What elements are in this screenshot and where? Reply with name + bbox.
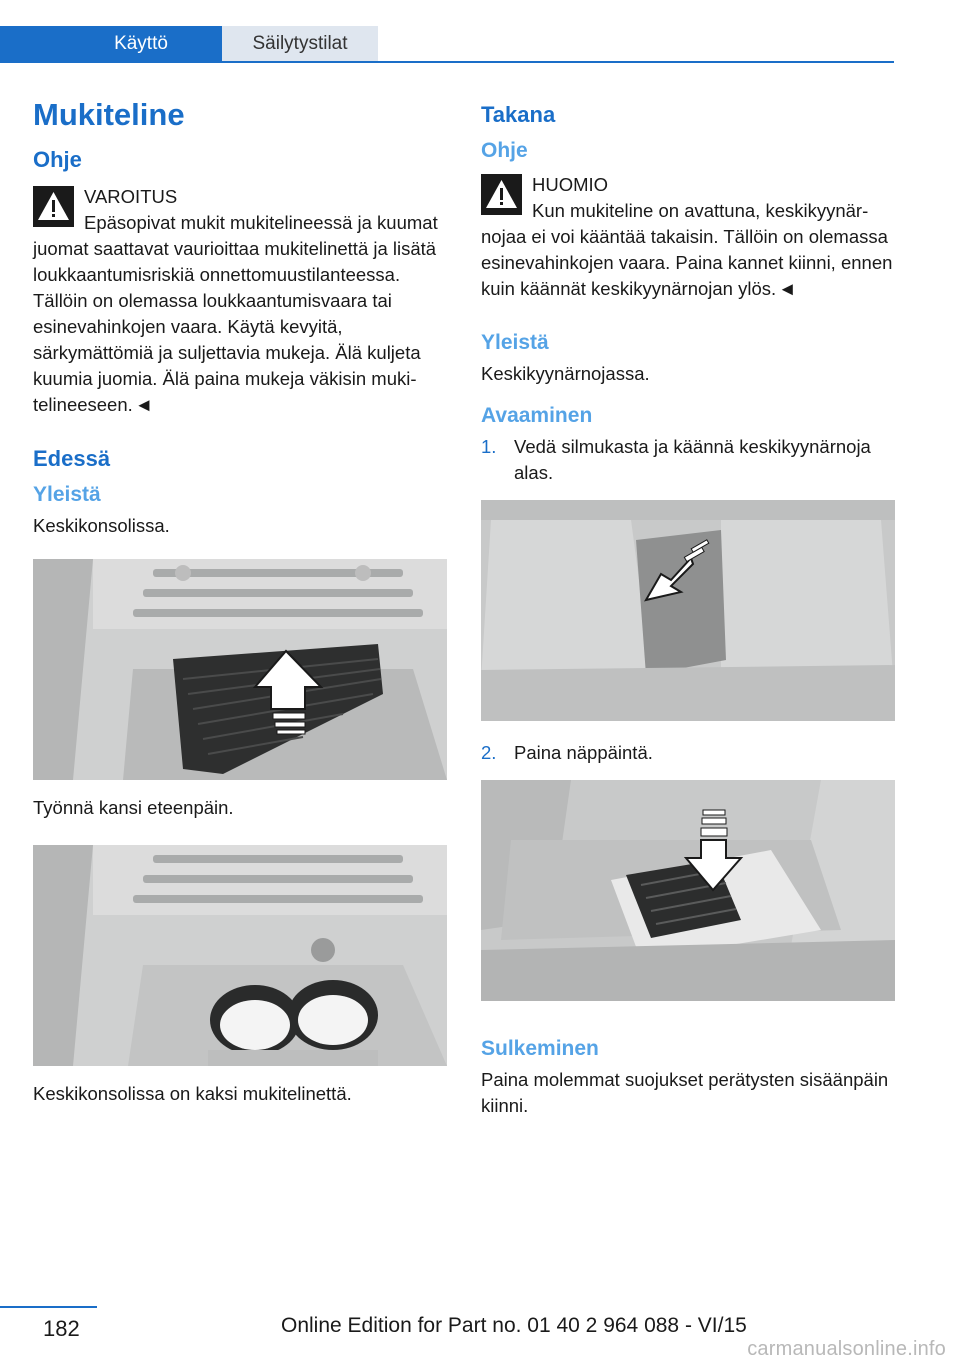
step-text: Paina näppäintä. <box>514 741 653 763</box>
warning-box <box>33 184 447 418</box>
section-tab-kaytto[interactable]: Käyttö <box>0 26 222 62</box>
figure-rear-armrest <box>481 500 895 721</box>
heading-edessa: Edessä <box>33 445 111 471</box>
page-title: Mukiteline <box>33 97 185 132</box>
heading-ohje-rear: Ohje <box>481 139 528 163</box>
heading-takana: Takana <box>481 102 556 127</box>
text-keskikonsolissa: Keskikonsolissa. <box>33 515 170 537</box>
text-closing: Paina molemmat suojukset perätysten sisäänpäin kiinni. <box>481 1069 889 1117</box>
warning-label: VAROITUS <box>84 185 178 207</box>
end-mark: ◄ <box>778 277 797 299</box>
list-item <box>481 740 895 766</box>
heading-ohje: Ohje <box>33 147 82 173</box>
warning-triangle-icon <box>481 174 522 215</box>
section-tab-sailytystilat[interactable]: Säilytystilat <box>222 26 378 62</box>
figure-cup-holders <box>33 845 447 1066</box>
notice-text: Kun mukiteline on avattuna, keskikyynärnojaa ei voi kääntää takaisin. Tällöin on olemassa esinevahinkojen vaara. Paina kannet kiinni, ennen kuin käännät keskikyynärnojan ylös. <box>481 199 893 299</box>
heading-yleista-rear: Yleistä <box>481 330 549 354</box>
right-column <box>481 96 895 1119</box>
figure-armrest-button <box>481 780 895 1001</box>
list-item <box>481 434 895 486</box>
header-rule <box>0 61 894 63</box>
warning-text: Epäsopivat mukit mukitelineessä ja kuumat juomat saattavat vaurioittaa mukitelinettä ja lisätä loukkaantumisriskiä onnettomuustilanteessa. Tällöin on olemassa loukkaantumisvaara tai esinevahinkojen vaara. Käytä kevyitä, särkymättömiä ja suljettavia mukeja. Älä kuljeta kuumia juomia. Älä paina mukeja väkisin mukitelineeseen. <box>33 211 438 415</box>
text-keskikyynarnojassa: Keskikyynärnojassa. <box>481 362 650 384</box>
heading-avaaminen: Avaaminen <box>481 403 593 427</box>
figure-console-cover <box>33 559 447 780</box>
page-number-rule <box>0 1306 97 1308</box>
end-mark: ◄ <box>134 393 154 415</box>
left-column <box>33 96 447 1107</box>
heading-sulkeminen: Sulkeminen <box>481 1036 599 1060</box>
step-number: 2. <box>481 741 497 763</box>
edition-footer: Online Edition for Part no. 01 40 2 964 088 - VI/15 <box>281 1314 747 1337</box>
page-number: 182 <box>43 1316 80 1341</box>
notice-label: HUOMIO <box>532 173 609 195</box>
caption-push-cover: Työnnä kansi eteenpäin. <box>33 797 234 819</box>
step-text: Vedä silmukasta ja käännä keskikyynärnoja alas. <box>514 435 871 483</box>
heading-yleista-front: Yleistä <box>33 482 101 506</box>
step-number: 1. <box>481 435 497 457</box>
caption-two-cup-holders: Keskikonsolissa on kaksi mukitelinettä. <box>33 1083 352 1105</box>
notice-box <box>481 172 895 302</box>
watermark: carmanualsonline.info <box>747 1338 946 1360</box>
warning-triangle-icon <box>33 186 74 227</box>
